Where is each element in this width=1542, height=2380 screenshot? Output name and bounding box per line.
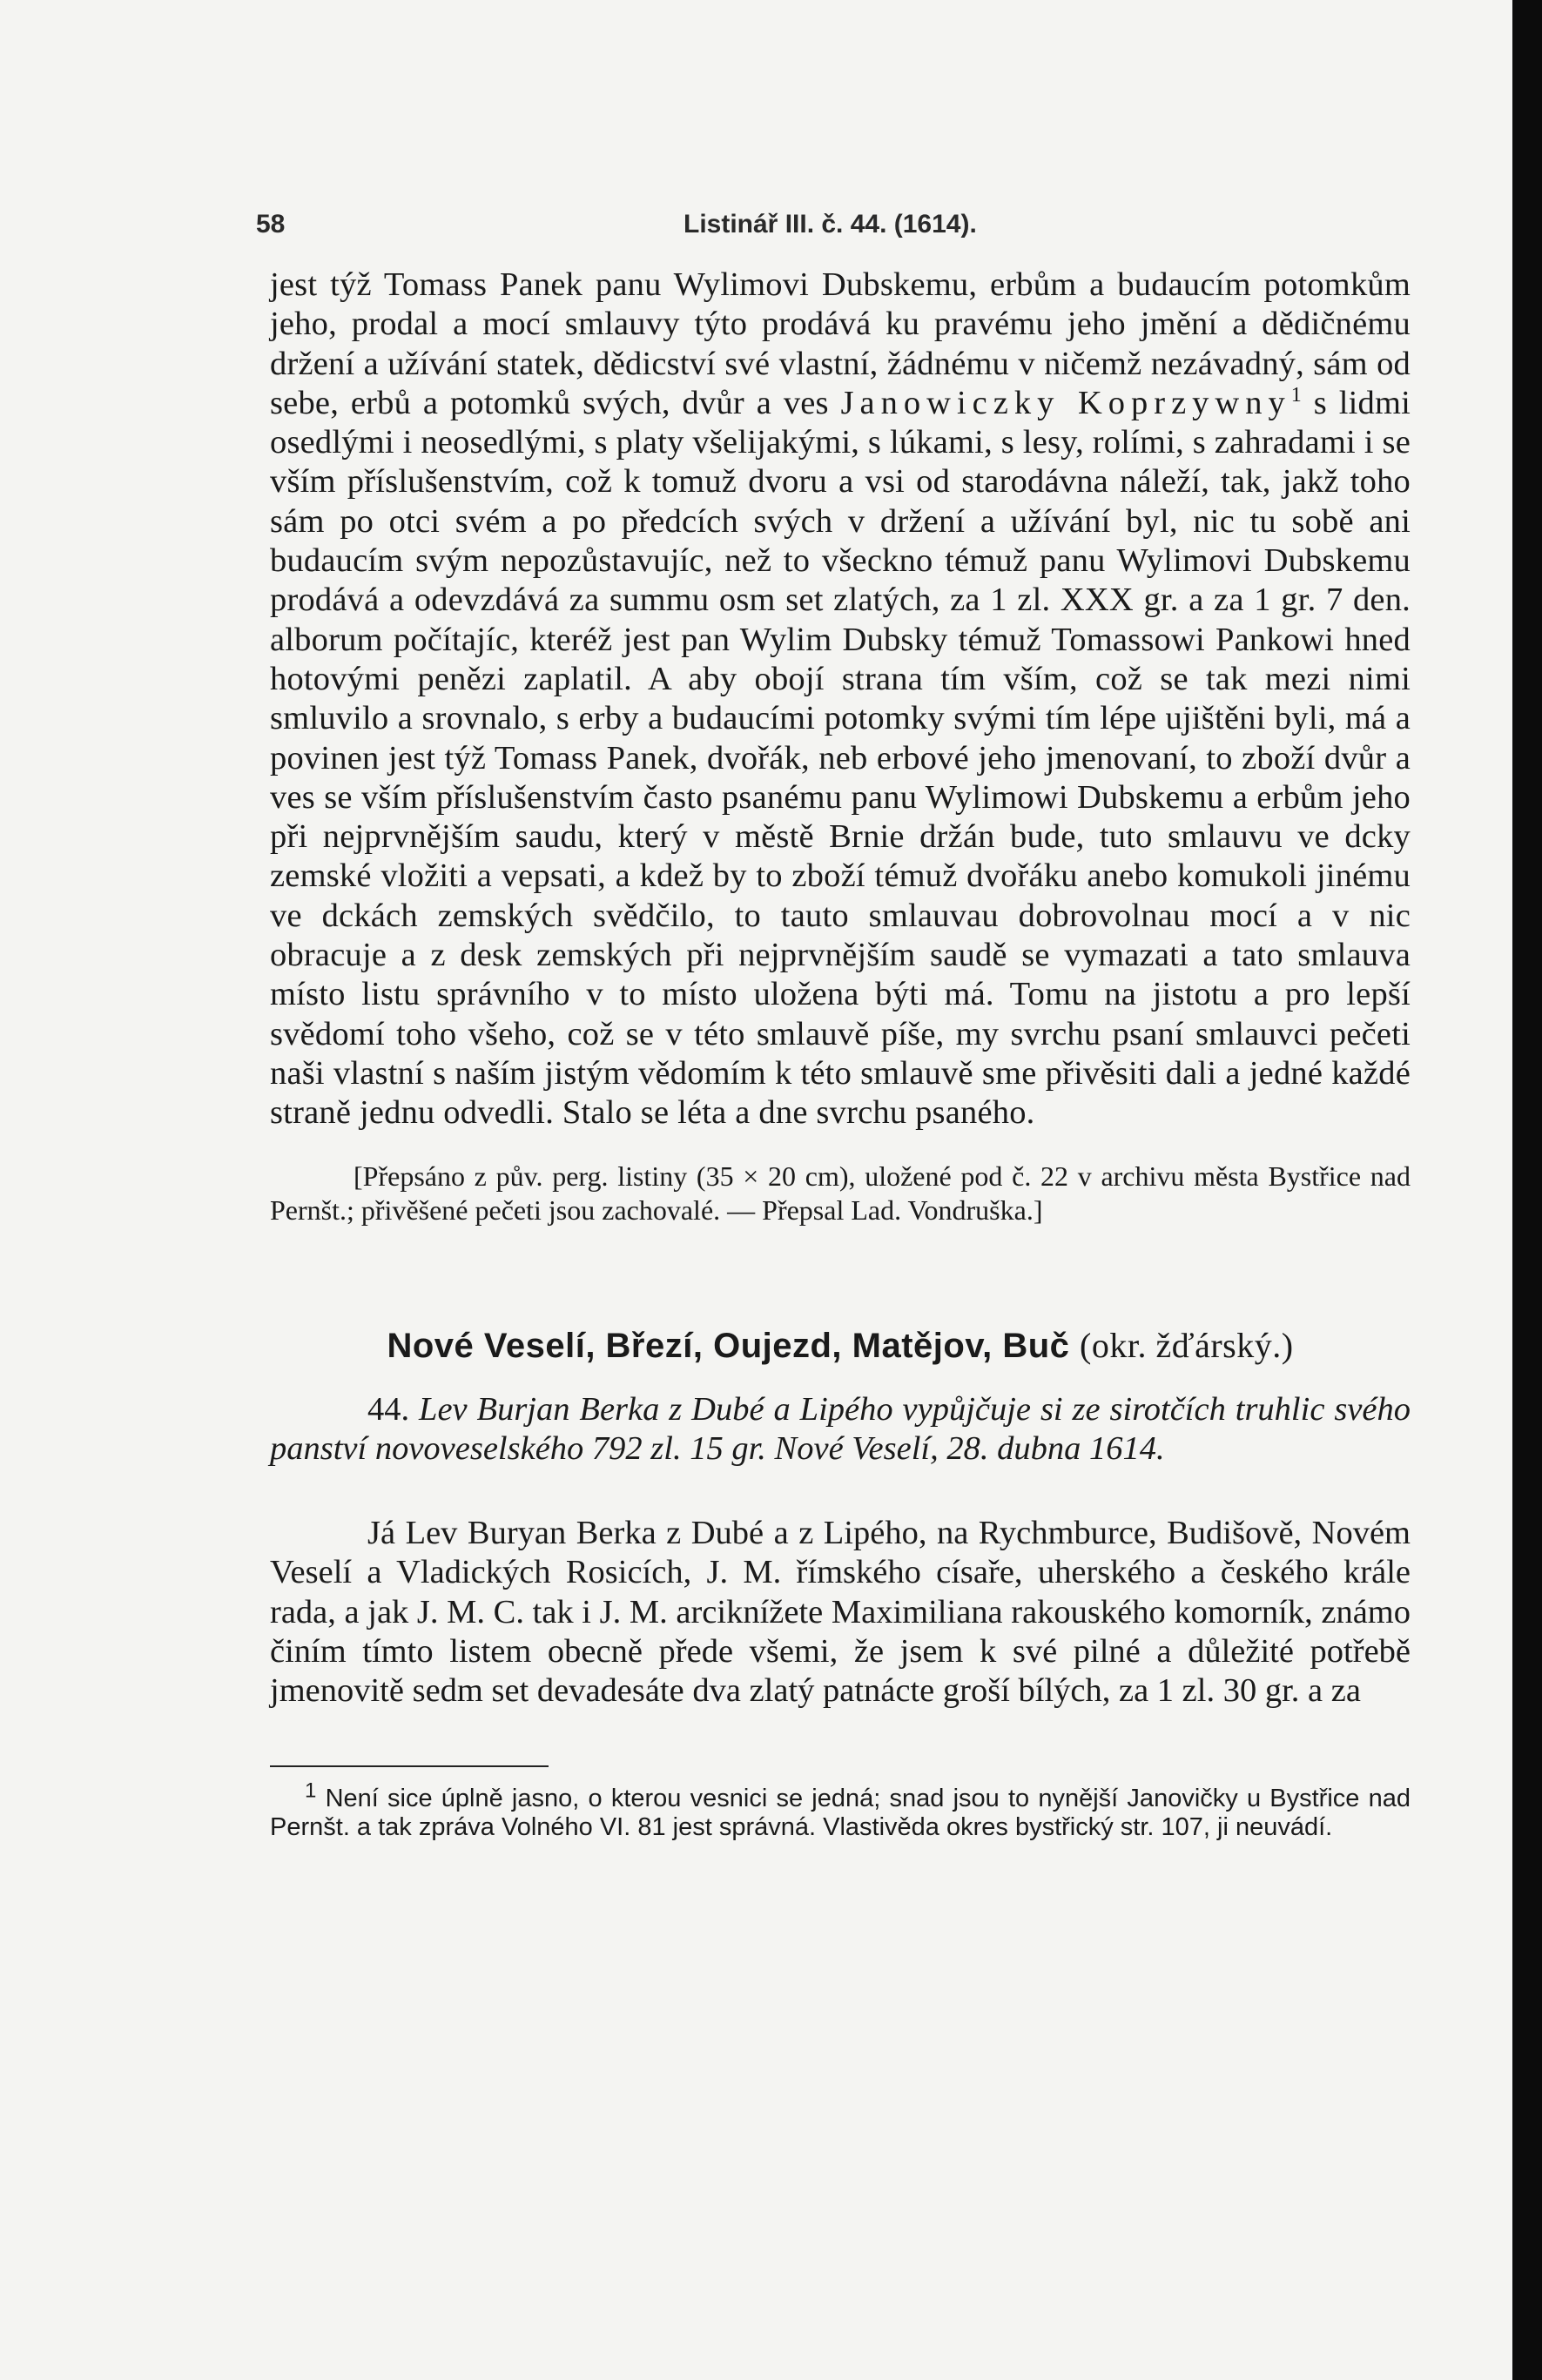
editorial-note: [Přepsáno z pův. perg. listiny (35 × 20 cm), uložené pod č. 22 v archivu města Bystřice nad Pernšt.; přivěšené pečeti jsou zachovalé. — Přepsal Lad. Vondruška.]: [270, 1160, 1411, 1226]
footnote-reference[interactable]: 1: [1290, 384, 1302, 407]
document-regest: [270, 1390, 1411, 1469]
village-name: Janowiczky Koprzywny: [840, 384, 1291, 421]
page-header: [256, 196, 1411, 266]
footnote-text: Není sice úplně jasno, o kterou vesnici se jedná; snad jsou to nynější Janovičky u Bystřice nad Pernšt. a tak zpráva Volného VI. 81 jest správná. Vlastivěda okres bystřický str. 107, ji neuvádí.: [270, 1784, 1411, 1841]
section-heading: [270, 1325, 1411, 1366]
section-places: Nové Veselí, Březí, Oujezd, Matějov, Buč: [387, 1326, 1070, 1365]
continued-charter-text: [270, 266, 1411, 1133]
page-number: 58: [256, 210, 286, 239]
footnote: [270, 1778, 1411, 1842]
document-number: 44.: [367, 1390, 410, 1428]
scan-edge: [1512, 0, 1542, 2380]
section-district: (okr. žďárský.): [1080, 1325, 1294, 1365]
regest-text: Lev Burjan Berka z Dubé a Lipého vypůjčuje si ze sirotčích truhlic svého panství novoveselského 792 zl. 15 gr. Nové Veselí, 28. dubna 1614.: [270, 1390, 1411, 1467]
footnote-mark: 1: [305, 1778, 317, 1802]
charter-text-part-1: jest týž Tomass Panek panu Wylimovi Dubskemu, erbům a budaucím potomkům jeho, prodal a mocí smlauvy týto prodává ku pravému jeho jmění a dědičnému držení a užívání statek, dědicství své vlastní, žádnému v ničemž nezávadný, sám od sebe, erbů a potomků svých, dvůr a ves: [270, 266, 1411, 421]
document-opening-text: Já Lev Buryan Berka z Dubé a z Lipého, na Rychmburce, Budišově, Novém Veselí a Vladických Rosicích, J. M. římského císaře, uherského a českého krále rada, a jak J. M. C. tak i J. M. arciknížete Maximiliana rakouského komorník, známo činím tímto listem obecně přede všemi, že jsem k své pilné a důležité potřebě jmenovitě sedm set devadesáte dva zlatý patnácte groší bílých, za 1 zl. 30 gr. a za: [270, 1515, 1411, 1710]
charter-text-part-2: s lidmi osedlými i neosedlými, s platy všelijakými, s lúkami, s lesy, rolími, s zahradami i se vším příslušenstvím, což k tomuž dvoru a vsi od starodávna náleží, tak, jakž toho sám po otci svém a po předcích svých v držení a užívání byl, nic tu sobě ani budaucím svým nepozůstavujíc, než to všeckno témuž panu Wylimovi Dubskemu prodává a odevzdává za summu osm set zlatých, za 1 zl. XXX gr. a za 1 gr. 7 den. alborum počítajíc, kteréž jest pan Wylim Dubsky témuž Tomassowi Pankowi hned hotovými penězi zaplatil. A aby obojí strana tím vším, což se tak mezi nimi smluvilo a srovnalo, s erby a budaucími potomky svými tím lépe ujištěni byli, má a povinen jest týž Tomass Panek, dvořák, neb erbové jeho jmenovaní, to zboží dvůr a ves se vším příslušenstvím často psanému panu Wylimowi Dubskemu a erbům jeho při nejprvnějším saudu, který v městě Brnie držán bude, tuto smlauvu ve dcky zemské vložiti a vepsati, a kdež by to zboží témuž dvořáku anebo komukoli jinému ve dckách zemských svědčilo, to tauto smlauvau dobrovolnau mocí a v nic obracuje a z desk zemských při nejprvnějším saudě se vymazati a tato smlauva místo listu správního v to místo uložena býti má. Tomu na jistotu a pro lepší svědomí toho všeho, což se v této smlauvě píše, my svrchu psaní smlauvci pečeti naši vlastní s naším jistým vědomím k této smlauvě sme přivěsiti dali a jedné každé straně jednu odvedli. Stalo se léta a dne svrchu psaného.: [270, 384, 1411, 1132]
running-title: Listinář III. č. 44. (1614).: [683, 210, 977, 239]
footnote-divider: [270, 1765, 549, 1767]
book-page: [256, 196, 1411, 1842]
